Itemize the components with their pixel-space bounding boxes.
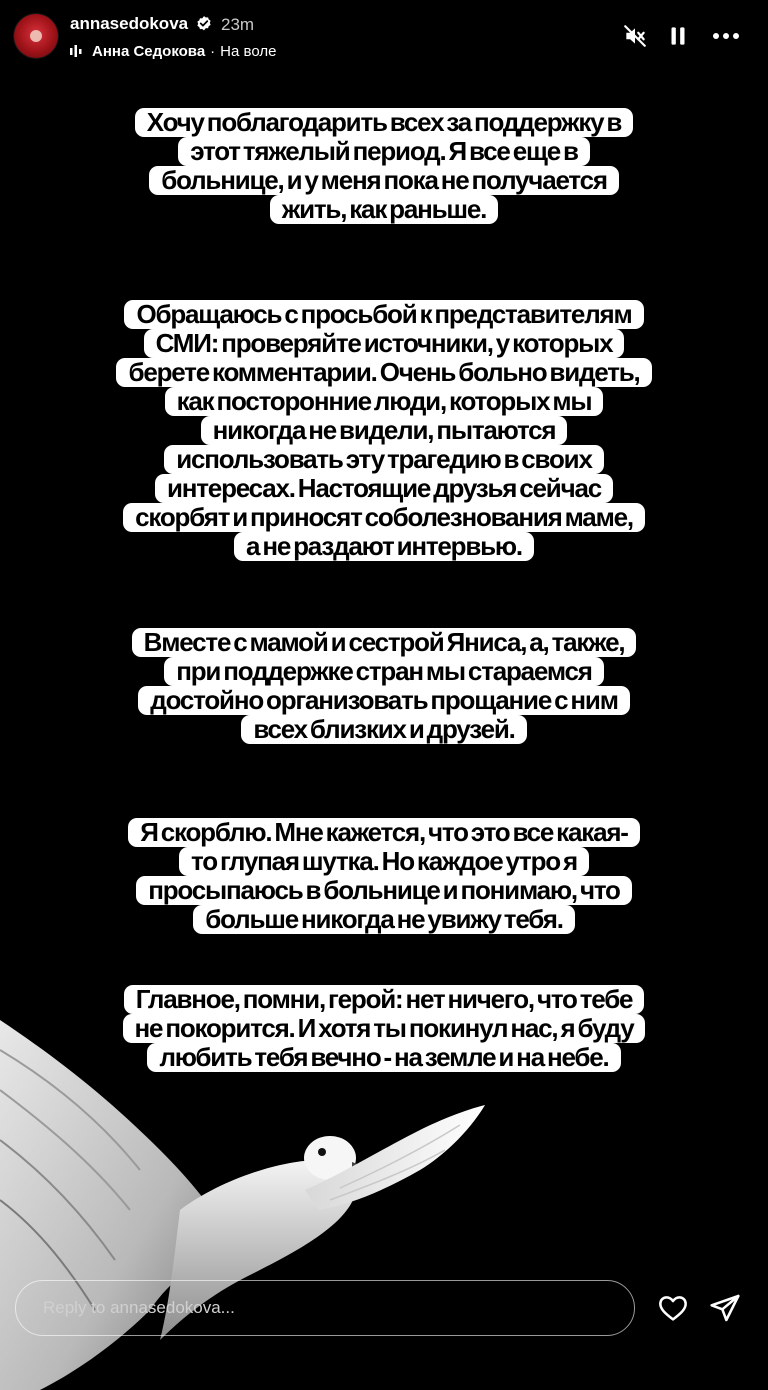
story-text-line: любить тебя вечно - на земле и на небе. — [147, 1043, 620, 1072]
story-text-line: Я скорблю. Мне кажется, что это все какая- — [128, 818, 640, 847]
heart-icon[interactable] — [656, 1292, 690, 1324]
mute-button[interactable] — [619, 20, 651, 52]
muted-speaker-icon — [622, 23, 648, 49]
story-text-line: интересах. Настоящие друзья сейчас — [155, 474, 613, 503]
story-text-block-2 — [0, 300, 768, 561]
avatar-image — [30, 30, 42, 42]
story-text-block-4 — [0, 818, 768, 934]
story-text-block-3 — [0, 628, 768, 744]
story-text-line: скорбят и приносят соболезнования маме, — [123, 503, 645, 532]
more-dots-icon — [711, 21, 741, 51]
story-text-line: достойно организовать прощание с ним — [138, 686, 629, 715]
post-time: 23m — [221, 15, 255, 34]
story-text-line: просыпаюсь в больнице и понимаю, что — [136, 876, 632, 905]
story-text-line: при поддержке стран мы стараемся — [164, 657, 604, 686]
story-text-line: всех близких и друзей. — [241, 715, 526, 744]
story-text-line: никогда не видели, пытаются — [201, 416, 568, 445]
avatar[interactable] — [14, 14, 58, 58]
story-text-line: а не раздают интервью. — [234, 532, 534, 561]
story-text-line: жить, как раньше. — [270, 195, 498, 224]
music-track: На воле — [220, 42, 277, 60]
story-text-block-1 — [0, 108, 768, 224]
story-text-line: как посторонние люди, которых мы — [165, 387, 604, 416]
story-text-line: Главное, помни, герой: нет ничего, что тебе — [124, 985, 645, 1014]
music-artist: Анна Седокова — [92, 42, 206, 60]
story-text-line: СМИ: проверяйте источники, у которых — [144, 329, 625, 358]
username[interactable]: annasedokova — [70, 14, 189, 33]
story-text-line: больнице, и у меня пока не получается — [149, 166, 619, 195]
reply-placeholder: Reply to annasedokova... — [43, 1298, 235, 1317]
story-text-line: Вместе с мамой и сестрой Яниса, а, также, — [132, 628, 637, 657]
story-text-line: не покорится. И хотя ты покинул нас, я буду — [123, 1014, 646, 1043]
story-header — [0, 0, 768, 80]
reply-input[interactable] — [15, 1280, 635, 1336]
pause-button[interactable] — [662, 20, 694, 52]
music-attribution[interactable] — [68, 41, 276, 61]
story-text-line: использовать эту трагедию в своих — [164, 445, 603, 474]
story-text-line: этот тяжелый период. Я все еще в — [178, 137, 590, 166]
story-text-line: берете комментарии. Очень больно видеть, — [116, 358, 651, 387]
verified-badge-icon — [195, 15, 213, 33]
story-text-line: Хочу поблагодарить всех за поддержку в — [135, 108, 633, 137]
send-icon[interactable] — [708, 1292, 742, 1324]
music-bars-icon — [70, 44, 84, 58]
more-options-button[interactable] — [710, 20, 742, 52]
story-text-line: то глупая шутка. Но каждое утро я — [179, 847, 589, 876]
story-text-line: Обращаюсь с просьбой к представителям — [124, 300, 643, 329]
music-separator: · — [210, 42, 216, 60]
pause-icon — [665, 23, 691, 49]
story-text-line: больше никогда не увижу тебя. — [193, 905, 575, 934]
